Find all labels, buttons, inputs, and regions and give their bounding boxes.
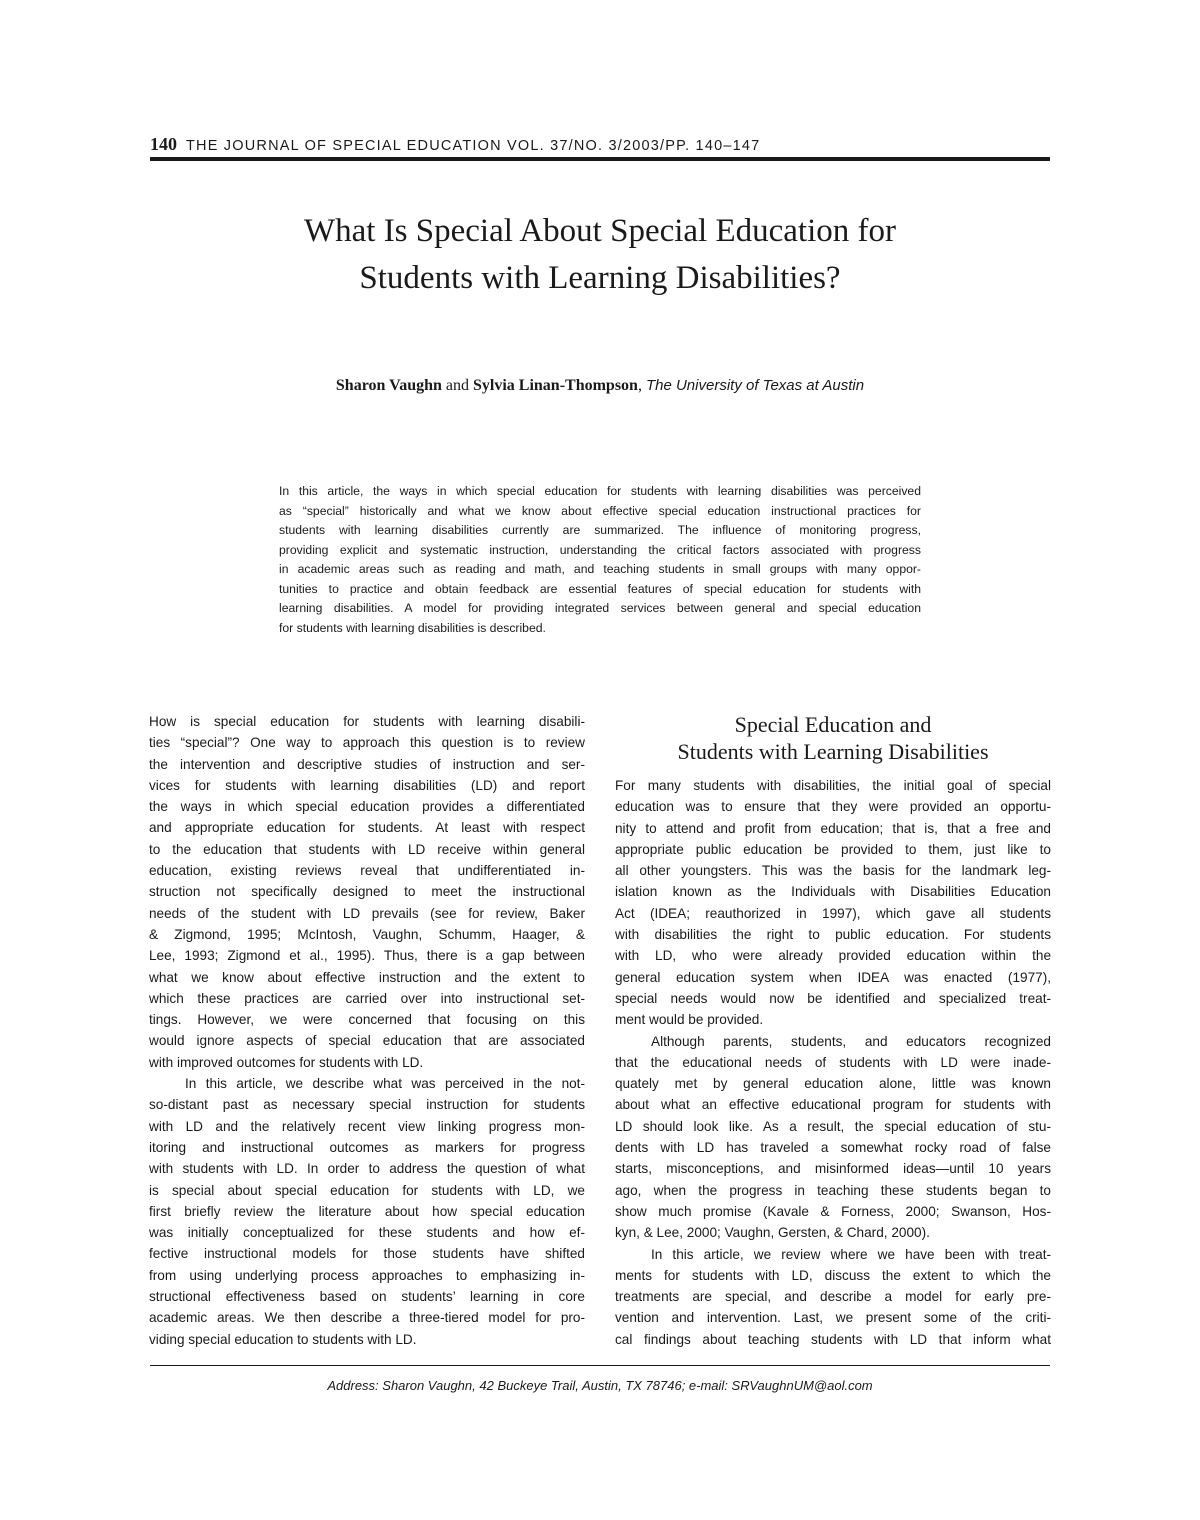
body-line: fective instructional models for those students have shifted [149, 1246, 585, 1262]
body-line: all other youngsters. This was the basis for the landmark leg- [615, 863, 1051, 879]
body-paragraph [149, 711, 585, 1073]
left-column [149, 711, 585, 1350]
body-line: cal findings about teaching students with LD that inform what [615, 1331, 1051, 1347]
body-line: islation known as the Individuals with Disabilities Education [615, 884, 1051, 900]
body-line: needs of the student with LD prevails (see for review, Baker [149, 905, 585, 921]
body-line: the ways in which special education provides a differentiated [149, 799, 585, 815]
abstract-line: for students with learning disabilities is described. [279, 620, 546, 635]
body-line: the intervention and descriptive studies of instruction and ser- [149, 756, 585, 772]
body-line: with improved outcomes for students with LD. [149, 1054, 424, 1070]
body-line: about what an effective educational program for students with [615, 1097, 1051, 1113]
abstract-line: In this article, the ways in which special education for students with learning disabilities was perceived [279, 484, 921, 498]
body-line: quately met by general education alone, little was known [615, 1076, 1051, 1092]
abstract-line: tunities to practice and obtain feedback are essential features of special education for students with [279, 581, 921, 596]
page-number: 140 [150, 134, 177, 154]
body-line: Although parents, students, and educators recognized [651, 1033, 1051, 1049]
abstract-line: students with learning disabilities currently are summarized. The influence of monitoring progress, [279, 523, 921, 537]
body-paragraph [615, 1244, 1051, 1350]
body-line: nity to attend and profit from education; that is, that a free and [615, 820, 1051, 836]
journal-citation: THE JOURNAL OF SPECIAL EDUCATION VOL. 37/NO. 3/2003/PP. 140–147 [185, 138, 761, 154]
body-line: and appropriate education for students. At least with respect [149, 820, 585, 836]
body-line: with LD, who were already provided education within the [615, 948, 1051, 964]
body-line: vices for students with learning disabilities (LD) and report [149, 777, 585, 793]
abstract-line: learning disabilities. A model for providing integrated services between general and special education [279, 601, 921, 615]
body-line: first briefly review the literature about how special education [149, 1203, 585, 1219]
author-1: Sharon Vaughn [335, 377, 442, 394]
article-title [150, 208, 1050, 302]
body-paragraph [149, 1073, 585, 1350]
body-line: special needs would now be identified and specialized treat- [615, 990, 1051, 1006]
body-line: general education system when IDEA was enacted (1977), [615, 969, 1051, 985]
body-line: starts, misconceptions, and misinformed ideas—until 10 years [615, 1161, 1051, 1177]
body-line: Act (IDEA; reauthorized in 1997), which gave all students [615, 905, 1051, 921]
body-line: show much promise (Kavale & Forness, 2000; Swanson, Hos- [615, 1203, 1051, 1219]
body-line: what we know about effective instruction and the extent to [149, 969, 585, 985]
body-line: ago, when the progress in teaching these students began to [615, 1182, 1051, 1198]
title-line-1: What Is Special About Special Education for [303, 213, 896, 249]
section-heading [615, 711, 1051, 765]
body-line: In this article, we review where we have been with treat- [651, 1246, 1051, 1262]
body-line: vention and intervention. Last, we present some of the criti- [615, 1310, 1051, 1326]
body-line: kyn, & Lee, 2000; Vaughn, Gersten, & Chard, 2000). [615, 1225, 930, 1241]
section-heading-line-2: Students with Learning Disabilities [677, 739, 989, 764]
body-line: For many students with disabilities, the initial goal of special [615, 778, 1051, 793]
body-line: viding special education to students with LD. [149, 1331, 417, 1347]
byline-separator: , [637, 377, 646, 394]
byline [150, 377, 1050, 395]
footnote-rule [150, 1365, 1050, 1366]
section-heading-line-1: Special Education and [734, 712, 932, 737]
body-line: appropriate public education be provided to them, just like to [615, 841, 1051, 857]
abstract [279, 482, 921, 638]
body-line: itoring and instructional outcomes as markers for progress [149, 1139, 585, 1155]
body-line: education, existing reviews reveal that undifferentiated in- [149, 863, 585, 879]
abstract-line: providing explicit and systematic instruction, understanding the critical factors associated with progress [279, 542, 921, 557]
body-paragraph [615, 775, 1051, 1031]
body-line: structional effectiveness based on students’ learning in core [149, 1289, 585, 1305]
body-line: tings. However, we were concerned that focusing on this [149, 1012, 585, 1028]
body-line: LD should look like. As a result, the special education of stu- [615, 1118, 1051, 1134]
body-line: dents with LD has traveled a somewhat rocky road of false [615, 1140, 1051, 1156]
body-line: was initially conceptualized for these students and how ef- [149, 1225, 585, 1241]
body-line: that the educational needs of students with LD were inade- [615, 1054, 1051, 1070]
body-line: with LD and the relatively recent view linking progress mon- [149, 1118, 585, 1134]
body-line: Lee, 1993; Zigmond et al., 1995). Thus, there is a gap between [149, 948, 585, 964]
body-paragraph [615, 1031, 1051, 1244]
body-line: would ignore aspects of special education that are associated [149, 1033, 585, 1049]
body-line: ties “special”? One way to approach this question is to review [149, 735, 585, 751]
body-line: ment would be provided. [615, 1012, 764, 1028]
body-line: is special about special education for students with LD, we [149, 1182, 585, 1198]
body-line: & Zigmond, 1995; McIntosh, Vaughn, Schumm, Haager, & [149, 926, 585, 942]
body-line: from using underlying process approaches to emphasizing in- [149, 1267, 585, 1283]
affiliation: The University of Texas at Austin [645, 377, 865, 394]
body-line: so-distant past as necessary special instruction for students [149, 1097, 585, 1113]
body-line: to the education that students with LD receive within general [149, 841, 585, 857]
body-line: with students with LD. In order to address the question of what [149, 1161, 585, 1177]
body-line: struction not specifically designed to meet the instructional [149, 884, 585, 900]
body-line: ments for students with LD, discuss the extent to which the [615, 1267, 1051, 1283]
body-line: academic areas. We then describe a three-tiered model for pro- [149, 1310, 585, 1326]
body-line: treatments are special, and describe a model for early pre- [615, 1289, 1051, 1305]
body-line: which these practices are carried over into instructional set- [149, 990, 585, 1006]
author-2: Sylvia Linan-Thompson [473, 377, 638, 394]
body-line: How is special education for students with learning disabili- [149, 714, 585, 729]
title-line-2: Students with Learning Disabilities? [359, 260, 841, 296]
right-column [615, 711, 1051, 1350]
abstract-line: in academic areas such as reading and math, and teaching students in small groups with many oppor- [279, 562, 921, 576]
header-rule [150, 157, 1050, 161]
abstract-line: as “special” historically and what we know about effective special education instructional practices for [279, 503, 921, 518]
byline-connector: and [441, 377, 473, 394]
running-head [150, 134, 1050, 155]
correspondence-address: Address: Sharon Vaughn, 42 Buckeye Trail, Austin, TX 78746; e-mail: SRVaughnUM@aol.com [327, 1378, 873, 1393]
body-line: with disabilities the right to public education. For students [615, 927, 1051, 943]
body-line: education was to ensure that they were provided an opportu- [615, 799, 1051, 815]
body-line: In this article, we describe what was perceived in the not- [185, 1076, 585, 1092]
